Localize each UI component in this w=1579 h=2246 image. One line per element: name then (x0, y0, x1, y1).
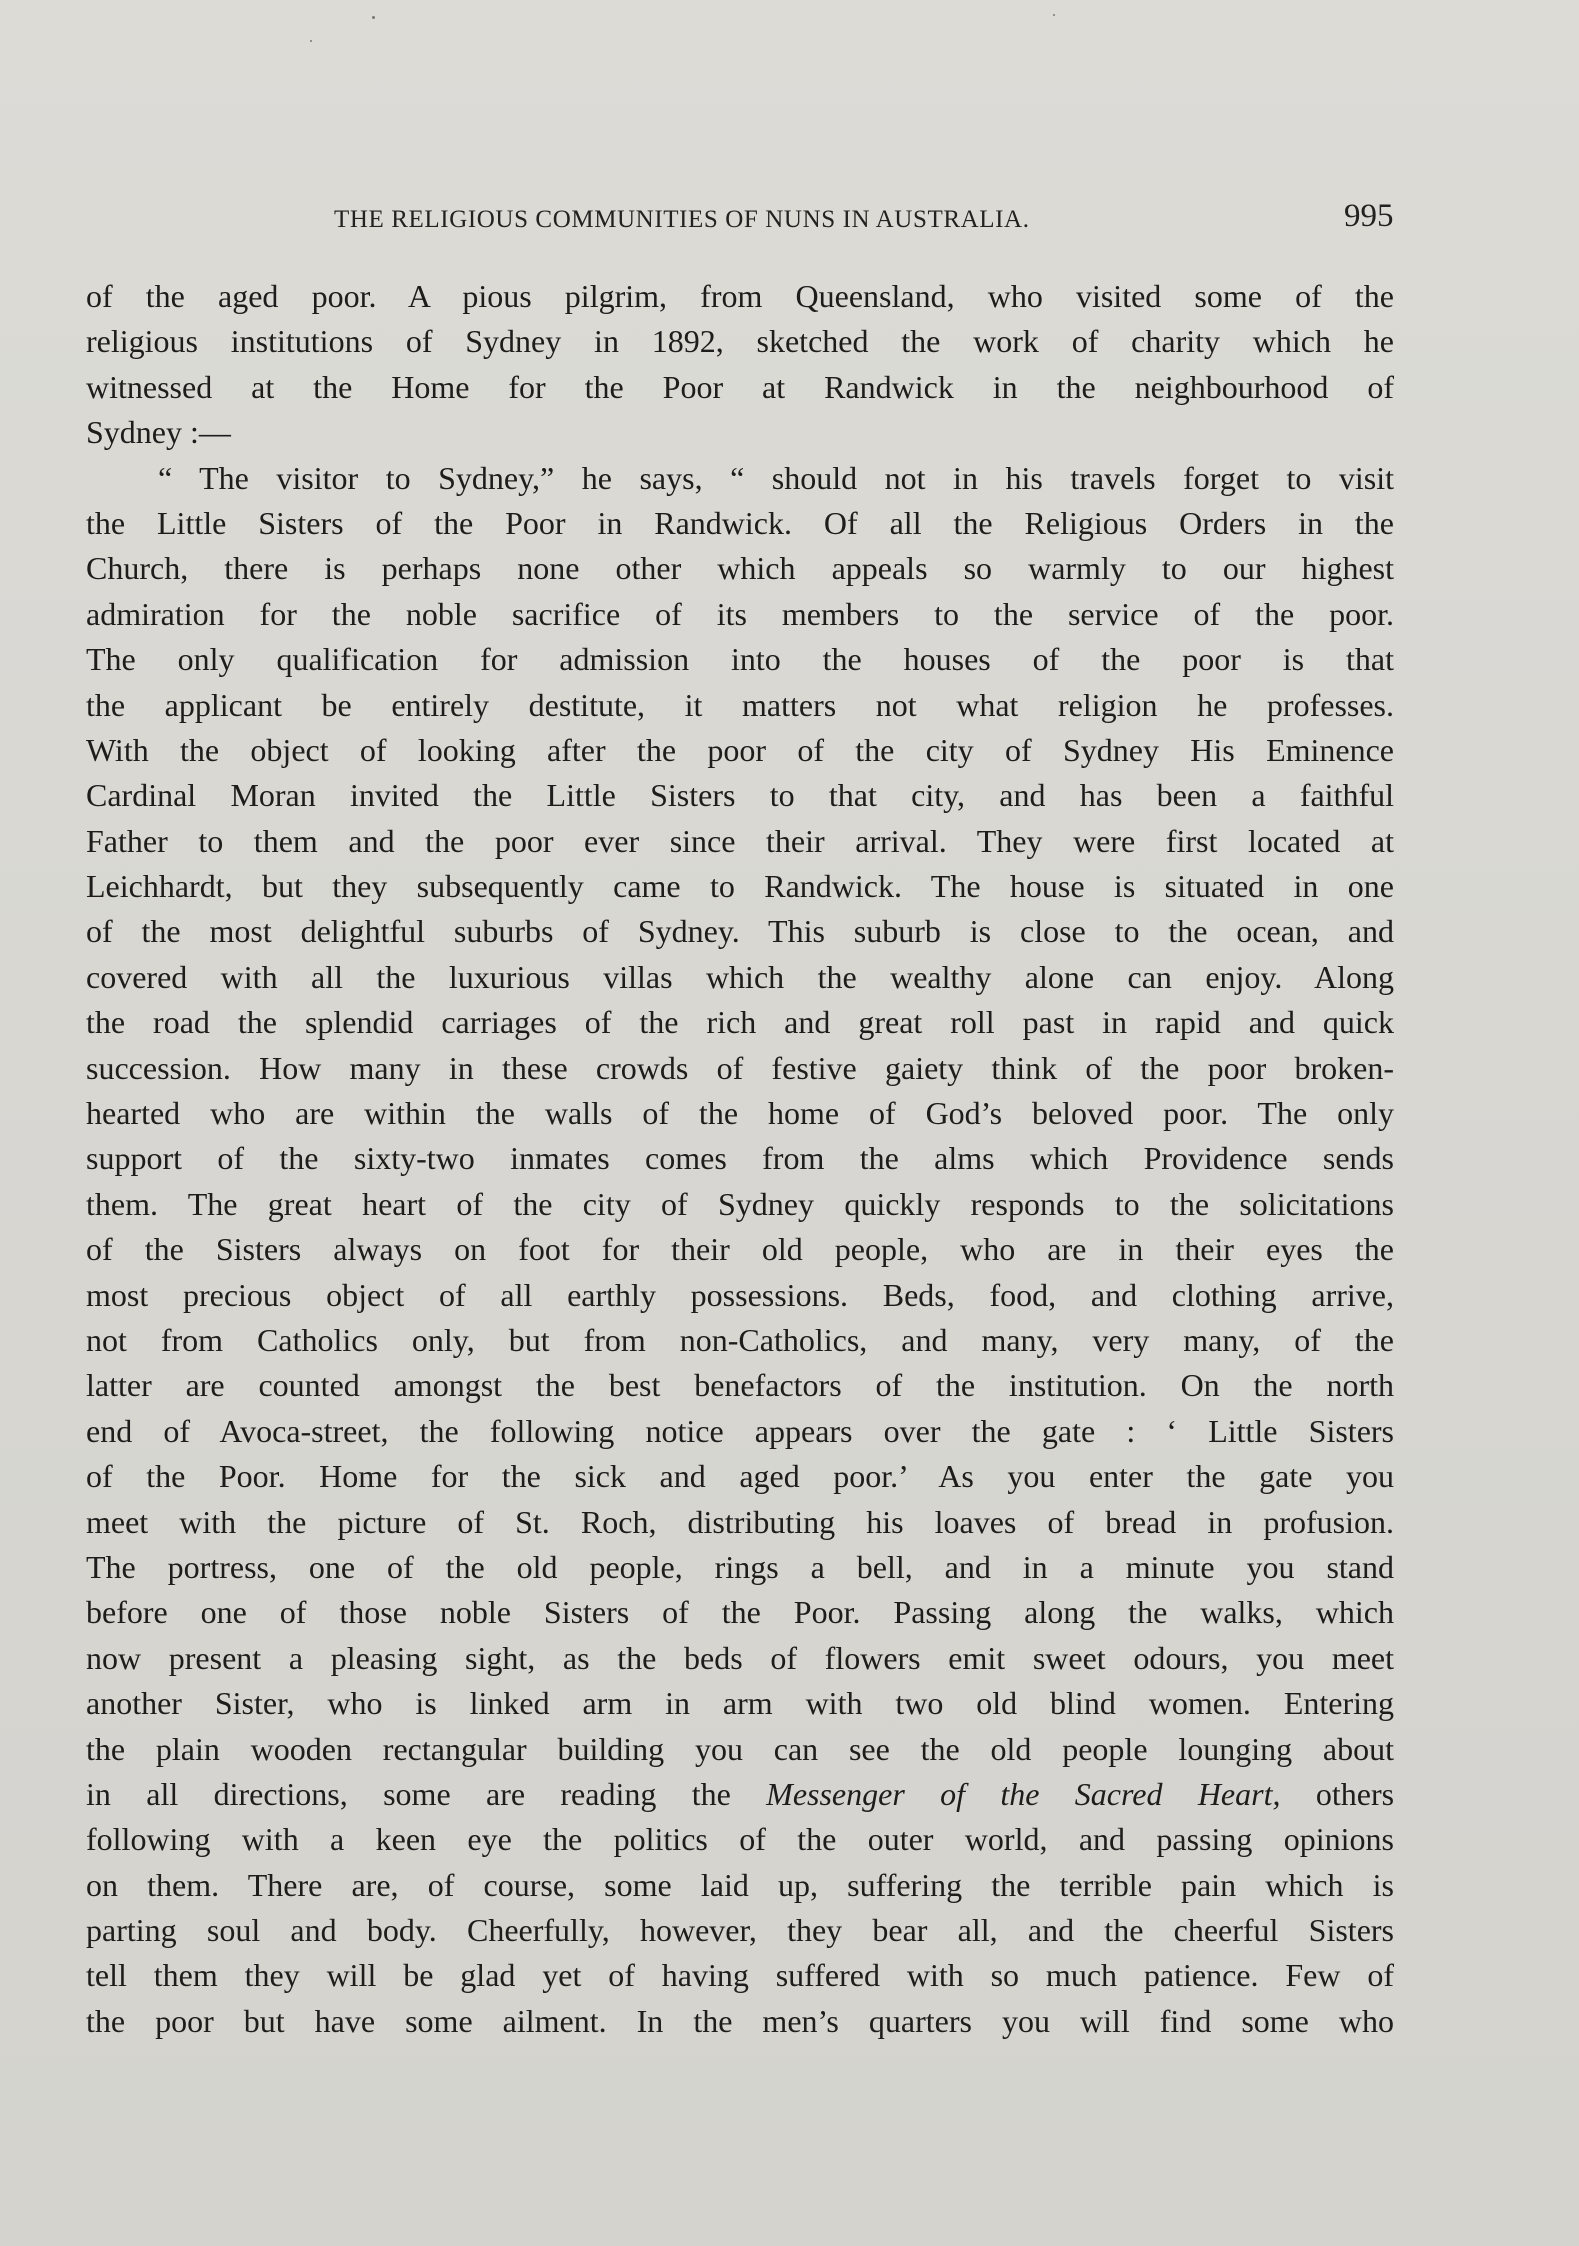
text-line-with-italic (86, 1772, 1394, 1817)
text-line: the Little Sisters of the Poor in Randwick. Of all the Religious Orders in the (86, 504, 1394, 541)
text-line: end of Avoca-street, the following notice appears over the gate : ‘ Little Sisters (86, 1412, 1394, 1449)
paper-speck (1053, 14, 1055, 16)
text-line: latter are counted amongst the best benefactors of the institution. On the north (86, 1367, 1394, 1404)
italic-title-messenger: Messenger of the Sacred Heart, (766, 1775, 1281, 1812)
text-line: Father to them and the poor ever since their arrival. They were first located at (86, 822, 1394, 859)
text-line: the road the splendid carriages of the rich and great roll past in rapid and quick (86, 1004, 1394, 1041)
running-head: THE RELIGIOUS COMMUNITIES OF NUNS IN AUSTRALIA. (334, 206, 1030, 233)
text-line: covered with all the luxurious villas which the wealthy alone can enjoy. Along (86, 958, 1394, 995)
text-line: the plain wooden rectangular building you can see the old people lounging about (86, 1730, 1394, 1767)
text-line: religious institutions of Sydney in 1892, sketched the work of charity which he (86, 323, 1394, 360)
text-line: on them. There are, of course, some laid up, suffering the terrible pain which is (86, 1866, 1394, 1903)
text-line: of the aged poor. A pious pilgrim, from Queensland, who visited some of the (86, 278, 1394, 314)
text-line: of the most delightful suburbs of Sydney. This suburb is close to the ocean, and (86, 913, 1394, 950)
paper-speck (310, 40, 312, 42)
text-line: parting soul and body. Cheerfully, however, they bear all, and the cheerful Sisters (86, 1912, 1394, 1949)
text-line: the poor but have some ailment. In the men’s quarters you will find some who (86, 2002, 1394, 2039)
text-line: The only qualification for admission into the houses of the poor is that (86, 641, 1394, 678)
text-line: succession. How many in these crowds of festive gaiety think of the poor broken- (86, 1049, 1394, 1086)
text-line: of the Sisters always on foot for their old people, who are in their eyes the (86, 1231, 1394, 1268)
text-line: “ The visitor to Sydney,” he says, “ should not in his travels forget to visit (158, 459, 1394, 496)
text-line: following with a keen eye the politics of the outer world, and passing opinions (86, 1821, 1394, 1858)
text-line: The portress, one of the old people, rings a bell, and in a minute you stand (86, 1548, 1394, 1585)
text-line: the applicant be entirely destitute, it matters not what religion he professes. (86, 686, 1394, 723)
text-line: them. The great heart of the city of Sydney quickly responds to the solicitations (86, 1185, 1394, 1222)
text-line: most precious object of all earthly possessions. Beds, food, and clothing arrive, (86, 1276, 1394, 1313)
text-line: meet with the picture of St. Roch, distributing his loaves of bread in profusion. (86, 1503, 1394, 1540)
text-segment: in all directions, some are reading the (86, 1775, 731, 1812)
text-line: admiration for the noble sacrifice of its members to the service of the poor. (86, 595, 1394, 632)
text-line: not from Catholics only, but from non-Catholics, and many, very many, of the (86, 1321, 1394, 1358)
paper-speck (372, 16, 375, 19)
text-line: Sydney :— (86, 414, 231, 451)
text-line: support of the sixty-two inmates comes from the alms which Providence sends (86, 1140, 1394, 1177)
text-line: With the object of looking after the poor of the city of Sydney His Eminence (86, 731, 1394, 768)
text-segment: others (1315, 1775, 1394, 1812)
text-line: before one of those noble Sisters of the Poor. Passing along the walks, which (86, 1594, 1394, 1631)
text-line: another Sister, who is linked arm in arm with two old blind women. Entering (86, 1685, 1394, 1722)
text-line: Church, there is perhaps none other which appeals so warmly to our highest (86, 550, 1394, 587)
text-line: Leichhardt, but they subsequently came to Randwick. The house is situated in one (86, 868, 1394, 905)
text-line: hearted who are within the walls of the home of God’s beloved poor. The only (86, 1095, 1394, 1132)
text-line: now present a pleasing sight, as the beds of flowers emit sweet odours, you meet (86, 1639, 1394, 1676)
text-line: witnessed at the Home for the Poor at Randwick in the neighbourhood of (86, 368, 1394, 405)
text-line: tell them they will be glad yet of having suffered with so much patience. Few of (86, 1957, 1394, 1994)
page-number: 995 (1344, 198, 1394, 234)
text-line: of the Poor. Home for the sick and aged poor.’ As you enter the gate you (86, 1458, 1394, 1495)
text-line: Cardinal Moran invited the Little Sisters to that city, and has been a faithful (86, 777, 1394, 814)
body-text (86, 274, 1394, 2044)
